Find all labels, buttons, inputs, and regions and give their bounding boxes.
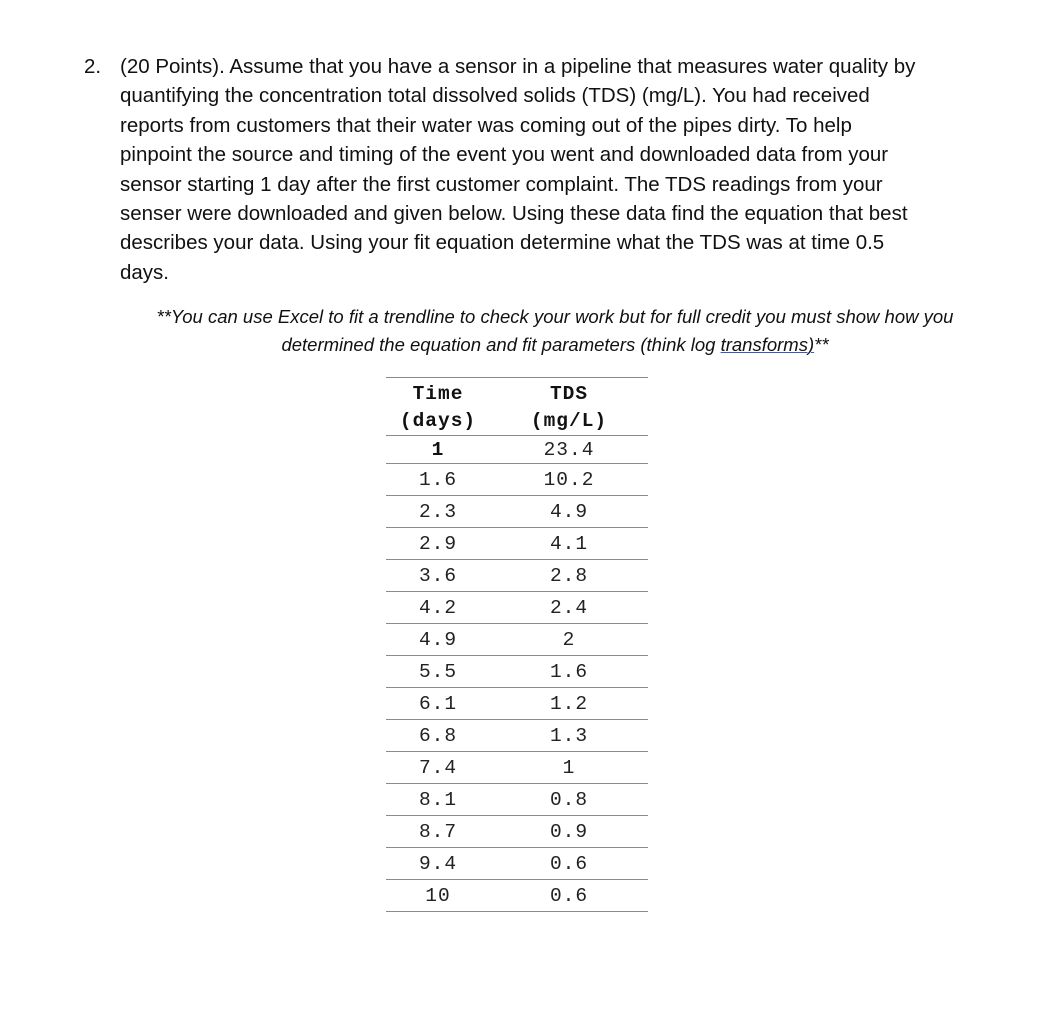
tds-header: TDS — [490, 378, 648, 409]
tds-cell: 4.1 — [490, 528, 648, 560]
instruction-note — [110, 303, 1000, 359]
time-cell: 4.9 — [386, 624, 490, 656]
tds-cell: 1.3 — [490, 720, 648, 752]
table-row — [386, 624, 648, 656]
tds-cell: 0.6 — [490, 848, 648, 880]
table-row — [386, 752, 648, 784]
tds-cell: 2.4 — [490, 592, 648, 624]
note-text: **You can use Excel to fit a trendline to check your work but for full credit you must show how you determined the equation and fit parameters (think log — [156, 306, 954, 355]
question-block — [84, 52, 1044, 287]
table-header-units-row — [386, 408, 648, 436]
tds-cell: 23.4 — [490, 436, 648, 464]
table-row — [386, 560, 648, 592]
time-cell: 8.7 — [386, 816, 490, 848]
time-cell: 1.6 — [386, 464, 490, 496]
tds-cell: 10.2 — [490, 464, 648, 496]
table-row — [386, 720, 648, 752]
tds-cell: 0.6 — [490, 880, 648, 912]
note-underlined-text: transforms) — [720, 334, 815, 355]
table-row — [386, 880, 648, 912]
table-row — [386, 688, 648, 720]
table-row — [386, 656, 648, 688]
time-cell: 7.4 — [386, 752, 490, 784]
tds-cell: 2.8 — [490, 560, 648, 592]
time-cell: 10 — [386, 880, 490, 912]
note-text-end: ** — [814, 334, 829, 355]
time-cell: 6.8 — [386, 720, 490, 752]
table-row — [386, 816, 648, 848]
time-header: Time — [386, 378, 490, 409]
question-number: 2. — [84, 55, 102, 78]
time-cell: 3.6 — [386, 560, 490, 592]
time-cell: 6.1 — [386, 688, 490, 720]
table-row — [386, 496, 648, 528]
time-cell: 2.3 — [386, 496, 490, 528]
time-cell: 1 — [386, 436, 490, 464]
time-cell: 5.5 — [386, 656, 490, 688]
time-units-header: (days) — [386, 408, 490, 436]
table-row — [386, 528, 648, 560]
table-row — [386, 592, 648, 624]
table-row — [386, 464, 648, 496]
table-row — [386, 848, 648, 880]
tds-cell: 4.9 — [490, 496, 648, 528]
tds-cell: 0.9 — [490, 816, 648, 848]
time-cell: 4.2 — [386, 592, 490, 624]
tds-cell: 1 — [490, 752, 648, 784]
question-text: (20 Points). Assume that you have a sensor in a pipeline that measures water quality by quantifying the concentration total dissolved solids (TDS) (mg/L). You had received reports from customers that their water was coming out of the pipes dirty. To help pinpoint the source and timing of the event you went and downloaded data from your sensor starting 1 day after the first customer complaint. The TDS readings from your senser were downloaded and given below. Using these data find the equation that best describes your data. Using your fit equation determine what the TDS was at time 0.5 days. — [120, 55, 916, 284]
time-cell: 2.9 — [386, 528, 490, 560]
tds-units-header: (mg/L) — [490, 408, 648, 436]
tds-cell: 2 — [490, 624, 648, 656]
table-header-row — [386, 378, 648, 409]
table-row — [386, 784, 648, 816]
time-cell: 9.4 — [386, 848, 490, 880]
tds-cell: 0.8 — [490, 784, 648, 816]
tds-cell: 1.2 — [490, 688, 648, 720]
tds-cell: 1.6 — [490, 656, 648, 688]
time-cell: 8.1 — [386, 784, 490, 816]
tds-data-table — [386, 377, 648, 912]
table-row — [386, 436, 648, 464]
